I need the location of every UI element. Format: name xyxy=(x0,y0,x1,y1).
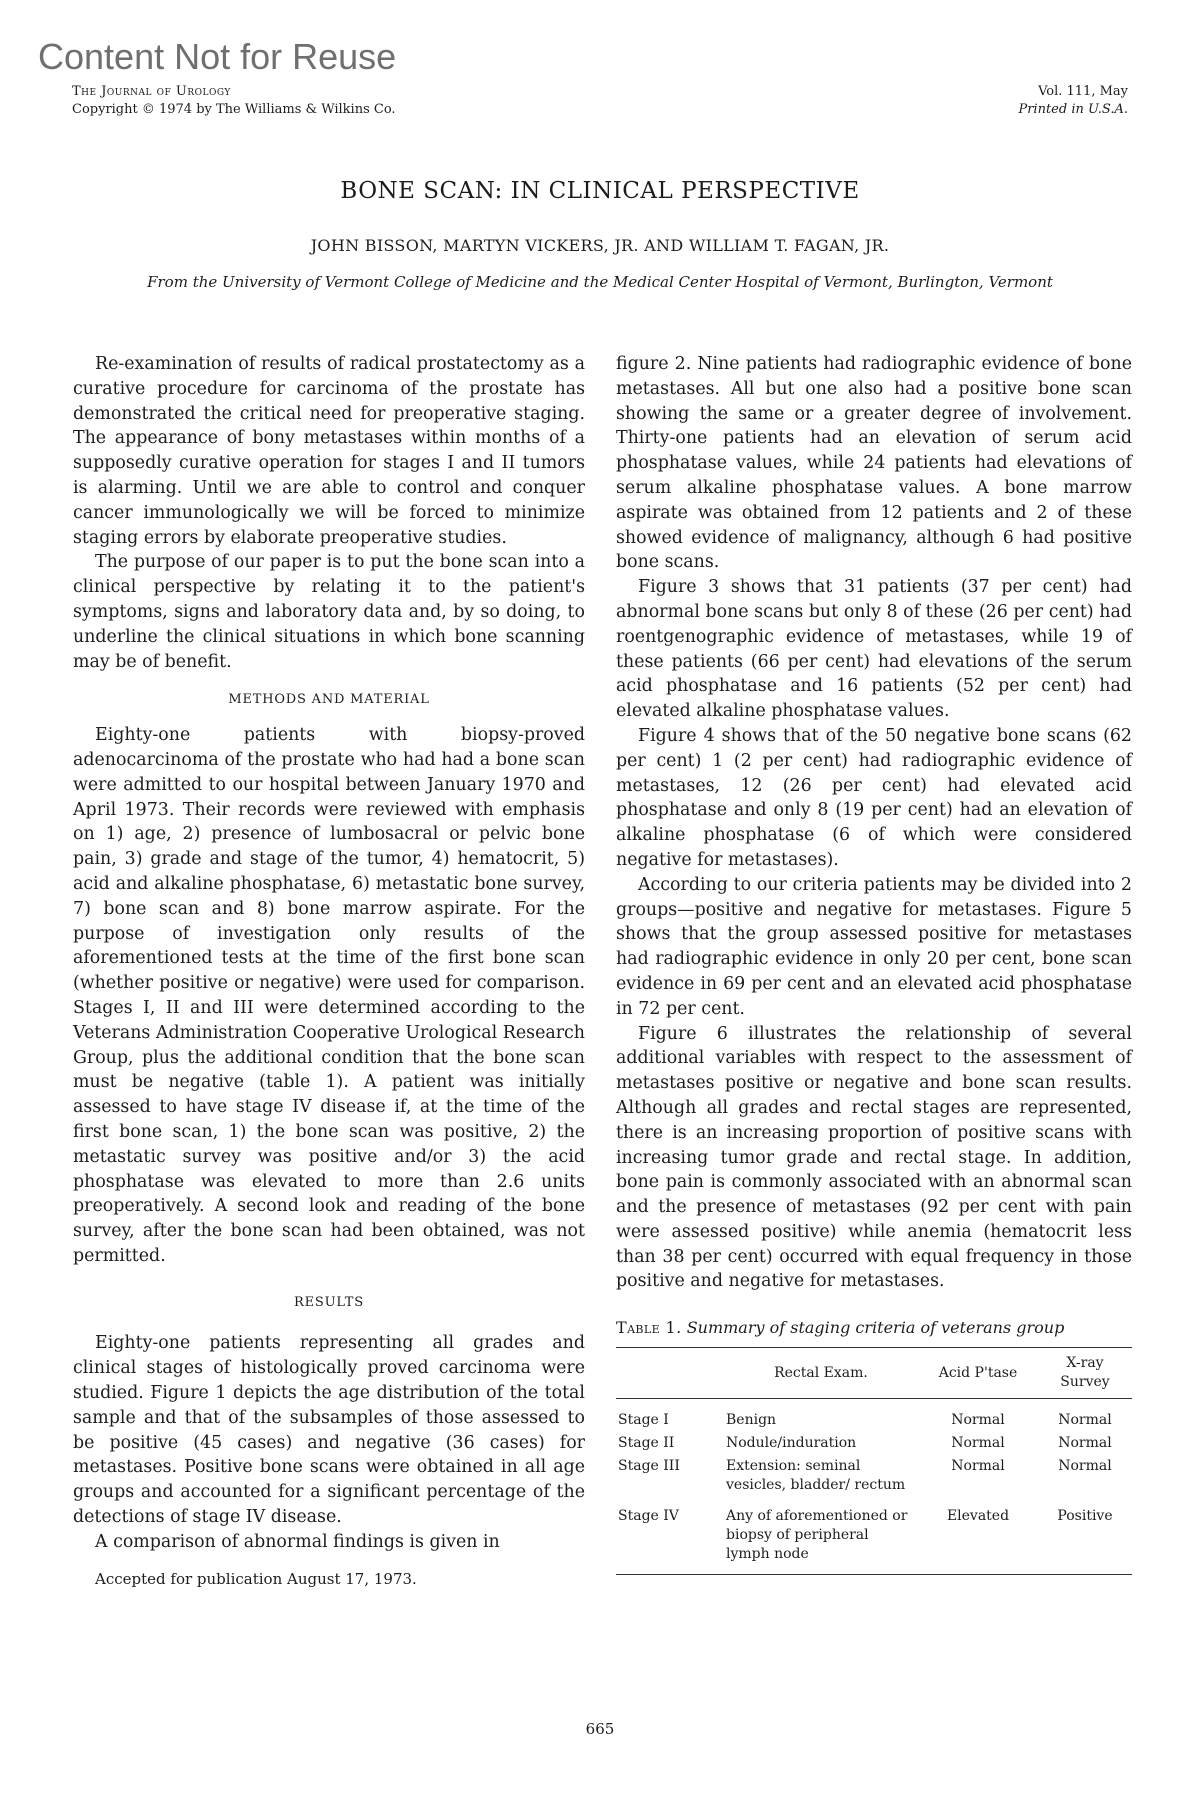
paragraph: Eighty-one patients with biopsy-proved adenocarcinoma of the prostate who had had a bone scan were admitted to our hospital between January 1970 and April 1973. Their records were reviewed with emphasis on 1) age, 2) presence of lumbosacral or pelvic bone pain, 3) grade and stage of the tumor, 4) hematocrit, 5) acid and alkaline phosphatase, 6) metastatic bone survey, 7) bone scan and 8) bone marrow aspirate. For the purpose of investigation only results of the aforementioned tests at the time of the first bone scan (whether positive or negative) were used for comparison. Stages I, II and III were determined according to the Veterans Administration Cooperative Urological Research Group, plus the additional condition that the bone scan must be negative (table 1). A patient was initially assessed to have stage IV disease if, at the time of the first bone scan, 1) the bone scan was positive, 2) the metastatic survey was positive and/or 3) the acid phosphatase was elevated to more than 2.6 units preoperatively. A second look and reading of the bone survey, after the bone scan had been obtained, was not permitted. xyxy=(73,725,585,1266)
table-row xyxy=(616,1432,1132,1455)
section-heading-methods: METHODS AND MATERIAL xyxy=(228,692,430,708)
table-cell: Stage II xyxy=(618,1435,675,1452)
table-row xyxy=(616,1399,1132,1433)
table-cell: Stage IV xyxy=(616,1497,724,1575)
authors: JOHN BISSON, MARTYN VICKERS, JR. AND WILLIAM T. FAGAN, JR. xyxy=(310,236,890,255)
page-number: 665 xyxy=(585,1720,615,1738)
paragraph: Figure 6 illustrates the relationship of several additional variables with respect to the assessment of metastases positive or negative and bone scan results. Although all grades and rectal stages are represented, there is an increasing proportion of positive scans with increasing tumor grade and rectal stage. In addition, bone pain is commonly associated with an abnormal scan and the presence of metastases (92 per cent with pain were assessed positive) while anemia (hematocrit less than 38 per cent) occurred with equal frequency in those positive and negative for metastases. xyxy=(616,1023,1132,1292)
table-header: X-ray Survey xyxy=(1038,1348,1132,1399)
table-1 xyxy=(616,1316,1132,1575)
right-column xyxy=(616,352,1132,1575)
staging-table xyxy=(616,1347,1132,1575)
section-heading-results: RESULTS xyxy=(294,1294,364,1310)
table-row xyxy=(616,1455,1132,1497)
paragraph: The purpose of our paper is to put the bone scan into a clinical perspective by relating it to the patient's symptoms, signs and laboratory data and, by so doing, to underline the clinical situations in which bone scanning may be of benefit. xyxy=(73,552,585,672)
table-header: Acid P'tase xyxy=(918,1348,1038,1399)
table-cell: Normal xyxy=(951,1412,1005,1429)
table-cell: Normal xyxy=(1058,1412,1112,1429)
table-cell: Any of aforementioned or biopsy of peripheral lymph node xyxy=(724,1497,918,1575)
paragraph: Figure 3 shows that 31 patients (37 per cent) had abnormal bone scans but only 8 of these (26 per cent) had roentgenographic evidence of metastases, while 19 of these patients (66 per cent) had elevations of the serum acid phosphatase and 16 patients (52 per cent) had elevated alkaline phosphatase values. xyxy=(616,577,1132,722)
paragraph: Eighty-one patients representing all grades and clinical stages of histologically proved carcinoma were studied. Figure 1 depicts the age distribution of the total sample and that of the subsamples of those assessed to be positive (45 cases) and negative (36 cases) for metastases. Positive bone scans were obtained in all age groups and accounted for a significant percentage of the detections of stage IV disease. xyxy=(73,1333,585,1528)
table-title: Summary of staging criteria of veterans group xyxy=(686,1318,1065,1338)
table-cell: Elevated xyxy=(918,1497,1038,1575)
journal-info xyxy=(72,83,396,119)
table-cell: Stage I xyxy=(618,1412,669,1429)
table-row xyxy=(616,1497,1132,1575)
affiliation: From the University of Vermont College of Medicine and the Medical Center Hospital of Vermont, Burlington, Vermont xyxy=(147,273,1053,291)
issue-info xyxy=(1018,83,1128,119)
paragraph: According to our criteria patients may be divided into 2 groups—positive and negative for metastases. Figure 5 shows that the group assessed positive for metastases had radiographic evidence in only 20 per cent, bone scan evidence in 69 per cent and an elevated acid phosphatase in 72 per cent. xyxy=(616,874,1132,1019)
table-cell: Normal xyxy=(1058,1435,1112,1452)
table-cell: Positive xyxy=(1038,1497,1132,1575)
table-cell: Normal xyxy=(951,1458,1005,1475)
table-cell: Benign xyxy=(726,1412,777,1429)
copyright: Copyright © 1974 by The Williams & Wilkins Co. xyxy=(72,102,396,117)
table-cell: Stage III xyxy=(618,1458,680,1475)
printed-in: Printed in U.S.A. xyxy=(1018,102,1128,117)
left-column xyxy=(73,352,585,1591)
table-caption xyxy=(616,1316,1132,1341)
article-title: BONE SCAN: IN CLINICAL PERSPECTIVE xyxy=(340,178,860,204)
table-cell: Nodule/induration xyxy=(726,1435,857,1452)
table-label: Table 1. xyxy=(616,1318,682,1338)
accepted-note: Accepted for publication August 17, 1973. xyxy=(95,1569,417,1588)
table-cell: Extension: seminal vesicles, bladder/ rectum xyxy=(726,1458,906,1494)
volume: Vol. 111, May xyxy=(1038,84,1128,99)
paragraph: figure 2. Nine patients had radiographic evidence of bone metastases. All but one also had a positive bone scan showing the same or a greater degree of involvement. Thirty-one patients had an elevation of serum acid phosphatase values, while 24 patients had elevations of serum alkaline phosphatase values. A bone marrow aspirate was obtained from 12 patients and 2 of these showed evidence of malignancy, although 6 had positive bone scans. xyxy=(616,354,1132,573)
journal-name: The Journal of Urology xyxy=(72,84,231,99)
table-cell: Normal xyxy=(951,1435,1005,1452)
watermark: Content Not for Reuse xyxy=(38,36,397,77)
paragraph: Re-examination of results of radical prostatectomy as a curative procedure for carcinoma of the prostate has demonstrated the critical need for preoperative staging. The appearance of bony metastases within months of a supposedly curative operation for stages I and II tumors is alarming. Until we are able to control and conquer cancer immunologically we will be forced to minimize staging errors by elaborate preoperative studies. xyxy=(73,354,585,548)
paragraph: Figure 4 shows that of the 50 negative bone scans (62 per cent) 1 (2 per cent) had radiographic evidence of metastases, 12 (26 per cent) had elevated acid phosphatase and only 8 (19 per cent) had an elevation of alkaline phosphatase (6 of which were considered negative for metastases). xyxy=(616,725,1132,870)
paragraph: A comparison of abnormal findings is given in xyxy=(95,1531,500,1552)
table-cell: Normal xyxy=(1058,1458,1112,1475)
table-header xyxy=(616,1348,724,1399)
table-header: Rectal Exam. xyxy=(724,1348,918,1399)
